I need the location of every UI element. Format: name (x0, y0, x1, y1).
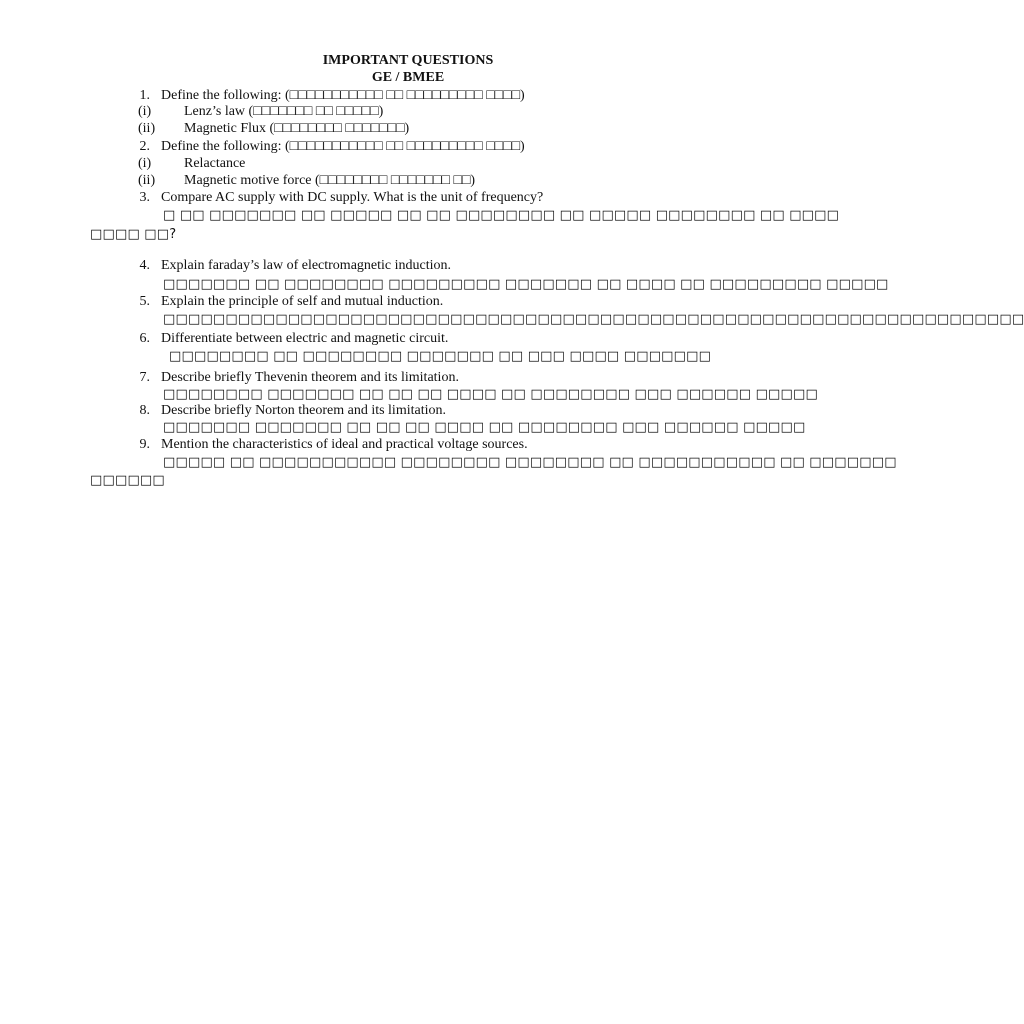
sub-item-text: Magnetic Flux (□□□□□□□□ □□□□□□□) (184, 121, 410, 136)
hindi-translation: □□□□□□□ □□ □□□□□□□□ □□□□□□□□□ □□□□□□□ □□ □□□□ □□ □□□□□□□□□ □□□□□ (163, 277, 889, 292)
sub-item-label: (i) (138, 104, 152, 119)
question-number: 7. (139, 370, 150, 385)
sub-item-text: Relactance (184, 156, 246, 171)
question-text: Explain faraday’s law of electromagnetic induction. (161, 258, 452, 273)
question-text: Differentiate between electric and magnetic circuit. (161, 331, 449, 346)
sub-item-text: Lenz’s law (□□□□□□□ □□ □□□□□) (184, 104, 384, 119)
question-text: Explain the principle of self and mutual induction. (161, 294, 444, 309)
hindi-translation: □□□□□□□□ □□□□□□□ □□ □□ □□ □□□□ □□ □□□□□□□□ □□□ □□□□□□ □□□□□ (163, 387, 818, 402)
hindi-translation-continued: □□□□□□ (90, 473, 165, 488)
question-number: 3. (139, 190, 150, 205)
question-number: 9. (139, 437, 150, 452)
sub-item-label: (i) (138, 156, 152, 171)
hindi-translation: □ □□ □□□□□□□ □□ □□□□□ □□ □□ □□□□□□□□ □□ □□□□□ □□□□□□□□ □□ □□□□ (163, 208, 840, 223)
question-text: Define the following: (□□□□□□□□□□□ □□ □□□□□□□□□ □□□□) (161, 88, 525, 103)
question-text: Describe briefly Norton theorem and its limitation. (161, 403, 446, 418)
document-title: IMPORTANT QUESTIONS (322, 53, 494, 68)
question-number: 2. (139, 139, 150, 154)
question-number: 6. (139, 331, 150, 346)
question-text: Mention the characteristics of ideal and practical voltage sources. (161, 437, 528, 452)
hindi-translation: □□□□□□□□□□□□□□□□□□□□□□□□□□□□□□□□□□□□□□□□□□□□□□□□□□□□□□□□□□□□□□□□□□□□□ (163, 312, 1024, 327)
hindi-translation: □□□□□ □□ □□□□□□□□□□□ □□□□□□□□ □□□□□□□□ □□ □□□□□□□□□□□ □□ □□□□□□□ (163, 455, 897, 470)
question-number: 1. (139, 88, 150, 103)
hindi-translation: □□□□□□□ □□□□□□□ □□ □□ □□ □□□□ □□ □□□□□□□□ □□□ □□□□□□ □□□□□ (163, 420, 806, 435)
hindi-translation: □□□□□□□□ □□ □□□□□□□□ □□□□□□□ □□ □□□ □□□□ □□□□□□□ (169, 349, 712, 364)
question-number: 5. (139, 294, 150, 309)
question-text: Compare AC supply with DC supply. What is the unit of frequency? (161, 190, 544, 205)
hindi-translation-continued: □□□□ □□? (90, 227, 177, 242)
question-number: 8. (139, 403, 150, 418)
question-number: 4. (139, 258, 150, 273)
sub-item-label: (ii) (138, 121, 156, 136)
sub-item-text: Magnetic motive force (□□□□□□□□ □□□□□□□ □□) (184, 173, 476, 188)
sub-item-label: (ii) (138, 173, 156, 188)
question-text: Define the following: (□□□□□□□□□□□ □□ □□□□□□□□□ □□□□) (161, 139, 525, 154)
document-subtitle: GE / BMEE (371, 70, 445, 85)
question-text: Describe briefly Thevenin theorem and its limitation. (161, 370, 459, 385)
